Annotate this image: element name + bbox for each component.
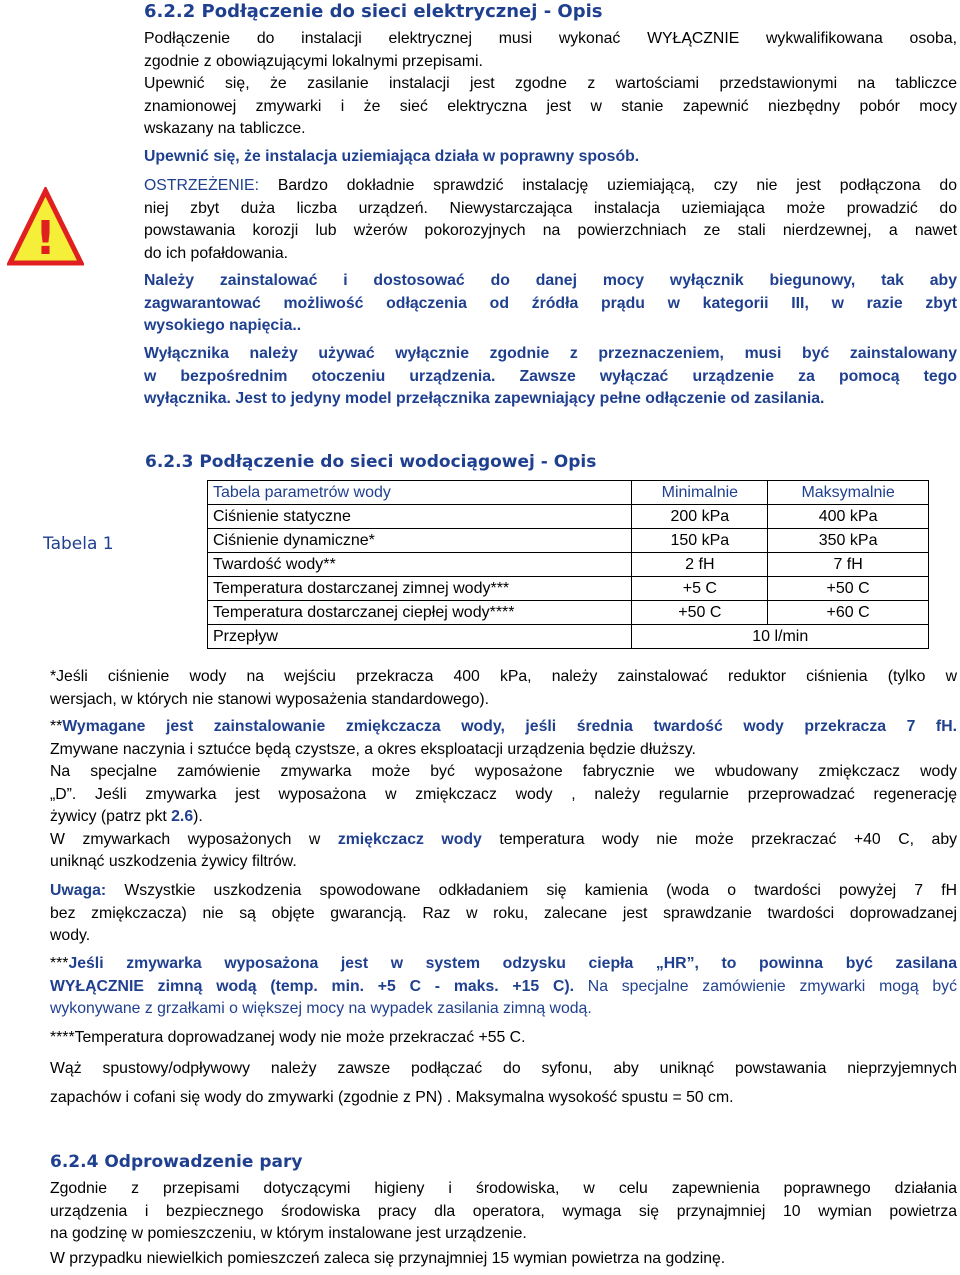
table-cell: 150 kPa	[632, 529, 768, 553]
table-cell: +50 C	[768, 577, 929, 601]
steam-paragraph	[50, 1178, 957, 1246]
softener-required-text: Wymagane jest zainstalowanie zmiękczacza wody, jeśli średnia twardość wody przekracza 7 fH.	[62, 718, 957, 735]
paragraph-line: uniknąć uszkodzenia żywicy filtrów.	[50, 853, 297, 870]
note-warranty	[50, 880, 957, 948]
paragraph-line: powstawania korozji lub wżerów pokorozyjnych na powierzchniach ze stali nierdzewnej, a nawet	[144, 222, 957, 239]
paragraph-line: znamionowej zmywarki i że sieć elektryczna jest w stanie zapewnić niezbędny pobór mocy	[144, 97, 957, 115]
paragraph-line: wysokiego napięcia..	[144, 317, 302, 334]
warning-text: Bardzo dokładnie sprawdzić instalację uziemiającą, czy nie jest podłączona do	[258, 177, 957, 194]
paragraph-line: wody.	[50, 927, 91, 944]
footnote-hardness	[50, 716, 957, 874]
drain-hose-paragraph	[50, 1054, 957, 1112]
heat-recovery-text: Jeśli zmywarka wyposażona jest w system odzysku ciepła „HR”, to powinna być zasilana	[68, 955, 957, 972]
table-cell: +60 C	[768, 601, 929, 625]
paragraph-line: zapachów i cofani się wody do zmywarki (zgodnie z PN) . Maksymalna wysokość spustu = 50 cm.	[50, 1089, 734, 1106]
water-parameters-table	[207, 480, 929, 649]
footnote-heat-recovery	[50, 953, 957, 1021]
text-run: temperatura wody nie może przekraczać +40 C, aby	[481, 830, 957, 848]
table-row	[208, 601, 929, 625]
table-row	[208, 625, 929, 649]
paragraph-line: na godzinę w pomieszczeniu, w którym instalowane jest urządzenie.	[50, 1225, 527, 1242]
table-cell: +50 C	[632, 601, 768, 625]
section-title-water: 6.2.3 Podłączenie do sieci wodociągowej - Opis	[145, 452, 597, 472]
grounding-note	[144, 146, 957, 169]
note-label: Uwaga:	[50, 882, 107, 899]
paragraph-line: ****Temperatura doprowadzanej wody nie może przekraczać +55 C.	[50, 1029, 526, 1046]
small-rooms-paragraph	[50, 1248, 957, 1271]
table-cell: 2 fH	[632, 553, 768, 577]
switch-usage-paragraph	[144, 343, 957, 411]
paragraph-line: „D”. Jeśli zmywarka jest wyposażona w zmiękczacz wody , należy regularnie przeprowadzać regenerację	[50, 785, 957, 803]
paragraph-line: wykonywane z grzałkami o większej mocy na wypadek zasilania zimną wodą.	[50, 1000, 592, 1017]
paragraph-line	[50, 716, 957, 739]
cold-water-only-text: WYŁĄCZNIE zimną wodą (temp. min. +5 C - maks. +15 C).	[50, 977, 575, 995]
paragraph-line: Upewnić się, że zasilanie instalacji jest zgodne z wartościami przedstawionymi na tabliczce	[144, 75, 957, 92]
table-cell: 200 kPa	[632, 505, 768, 529]
warning-paragraph	[144, 175, 957, 265]
paragraph-line: w bezpośrednim otoczeniu urządzenia. Zawsze wyłączać urządzenie za pomocą tego	[144, 367, 957, 385]
table-header: Tabela parametrów wody	[208, 481, 632, 505]
footnote-marker: **	[50, 718, 63, 735]
paragraph-line: Wąż spustowy/odpływowy należy zawsze podłączać do syfonu, aby uniknąć powstawania nieprzyjemnych	[50, 1060, 957, 1077]
paragraph-line: do ich pofałdowania.	[144, 244, 289, 262]
table-cell: 400 kPa	[768, 505, 929, 529]
paragraph-line: zgodnie z obowiązującymi lokalnymi przepisami.	[144, 52, 483, 70]
table-row	[208, 577, 929, 601]
section-title-electrical: 6.2.2 Podłączenie do sieci elektrycznej - Opis	[144, 1, 603, 22]
paragraph-line: wyłącznika. Jest to jedyny model przełącznika zapewniający pełne odłączenie od zasilania.	[144, 390, 825, 407]
softener-highlight: zmiękczacz wody	[337, 830, 482, 848]
text-run: W zmywarkach wyposażonych w	[50, 830, 338, 848]
paragraph-line: Należy zainstalować i dostosować do danej mocy wyłącznik biegunowy, tak aby	[144, 272, 957, 289]
table-cell: +5 C	[632, 577, 768, 601]
table-cell: 7 fH	[768, 553, 929, 577]
footnote-pressure	[50, 666, 957, 711]
table-cell: Ciśnienie dynamiczne*	[208, 529, 632, 553]
warning-triangle-icon	[7, 187, 84, 267]
warning-label: OSTRZEŻENIE:	[144, 177, 259, 194]
paragraph-line: Podłączenie do instalacji elektrycznej musi wykonać WYŁĄCZNIE wykwalifikowana osoba,	[144, 30, 957, 47]
paragraph-line	[50, 880, 957, 903]
warning-mark: !	[35, 211, 56, 265]
paragraph-line: Zmywane naczynia i sztućce będą czystsze, a okres eksploatacji urządzenia będzie dłuższy.	[50, 740, 696, 758]
table-caption: Tabela 1	[43, 534, 114, 554]
switch-paragraph	[144, 270, 957, 338]
table-header: Maksymalnie	[768, 481, 929, 505]
table-cell: Przepływ	[208, 625, 632, 649]
table-cell: Twardość wody**	[208, 553, 632, 577]
paragraph-line	[50, 976, 957, 999]
electrical-intro	[144, 28, 957, 141]
paragraph-line: bez zmiękczacza) nie są objęte gwarancją. Raz w roku, zalecane jest sprawdzanie twardości doprowadzanej	[50, 904, 957, 922]
table-row	[208, 505, 929, 529]
footnote-marker: ***	[50, 955, 69, 972]
table-cell: 10 l/min	[632, 625, 929, 649]
section-title-steam: 6.2.4 Odprowadzenie pary	[50, 1152, 303, 1172]
table-row	[208, 553, 929, 577]
table-header: Minimalnie	[632, 481, 768, 505]
paragraph-line: urządzenia i bezpiecznego środowiska pracy dla operatora, wymaga się przynajmniej 10 wymian powietrza	[50, 1202, 957, 1220]
footnote-hot-water	[50, 1027, 957, 1050]
table-cell: Temperatura dostarczanej ciepłej wody****	[208, 601, 632, 625]
text-run: ).	[193, 808, 203, 825]
paragraph-line	[50, 953, 957, 976]
table-row	[208, 529, 929, 553]
table-cell: Ciśnienie statyczne	[208, 505, 632, 529]
paragraph-line	[50, 829, 957, 852]
paragraph-line: wersjach, w których nie stanowi wyposażenia standardowego).	[50, 690, 490, 708]
text-run: żywicy (patrz pkt	[50, 808, 172, 825]
paragraph-line: wskazany na tabliczce.	[144, 120, 306, 137]
special-order-text: Na specjalne zamówienie zmywarki mogą być	[574, 977, 957, 995]
grounding-line: Upewnić się, że instalacja uziemiająca działa w poprawny sposób.	[144, 148, 640, 165]
paragraph-line	[50, 806, 957, 829]
paragraph-line: Zgodnie z przepisami dotyczącymi higieny i środowiska, w celu zapewnienia poprawnego działania	[50, 1180, 957, 1197]
text-run: Wszystkie uszkodzenia spowodowane odkładaniem się kamienia (woda o twardości powyżej 7 fH	[106, 882, 957, 899]
table-cell: 350 kPa	[768, 529, 929, 553]
paragraph-line: *Jeśli ciśnienie wody na wejściu przekracza 400 kPa, należy zainstalować reduktor ciśnienia (tylko w	[50, 668, 957, 685]
table-header-row	[208, 481, 929, 505]
paragraph-line: W przypadku niewielkich pomieszczeń zaleca się przynajmniej 15 wymian powietrza na godzinę.	[50, 1250, 726, 1267]
section-reference: 2.6	[171, 808, 194, 825]
paragraph-line: niej zbyt duża liczba urządzeń. Niewystarczająca instalacja uziemiająca może prowadzić do	[144, 199, 957, 217]
paragraph-line	[144, 175, 957, 198]
paragraph-line: Na specjalne zamówienie zmywarka może być wyposażone fabrycznie we wbudowany zmiękczacz wody	[50, 763, 957, 780]
table-cell: Temperatura dostarczanej zimnej wody***	[208, 577, 632, 601]
paragraph-line: zagwarantować możliwość odłączenia od źródła prądu w kategorii III, w razie zbyt	[144, 294, 957, 312]
paragraph-line: Wyłącznika należy używać wyłącznie zgodnie z przeznaczeniem, musi być zainstalowany	[144, 345, 957, 362]
